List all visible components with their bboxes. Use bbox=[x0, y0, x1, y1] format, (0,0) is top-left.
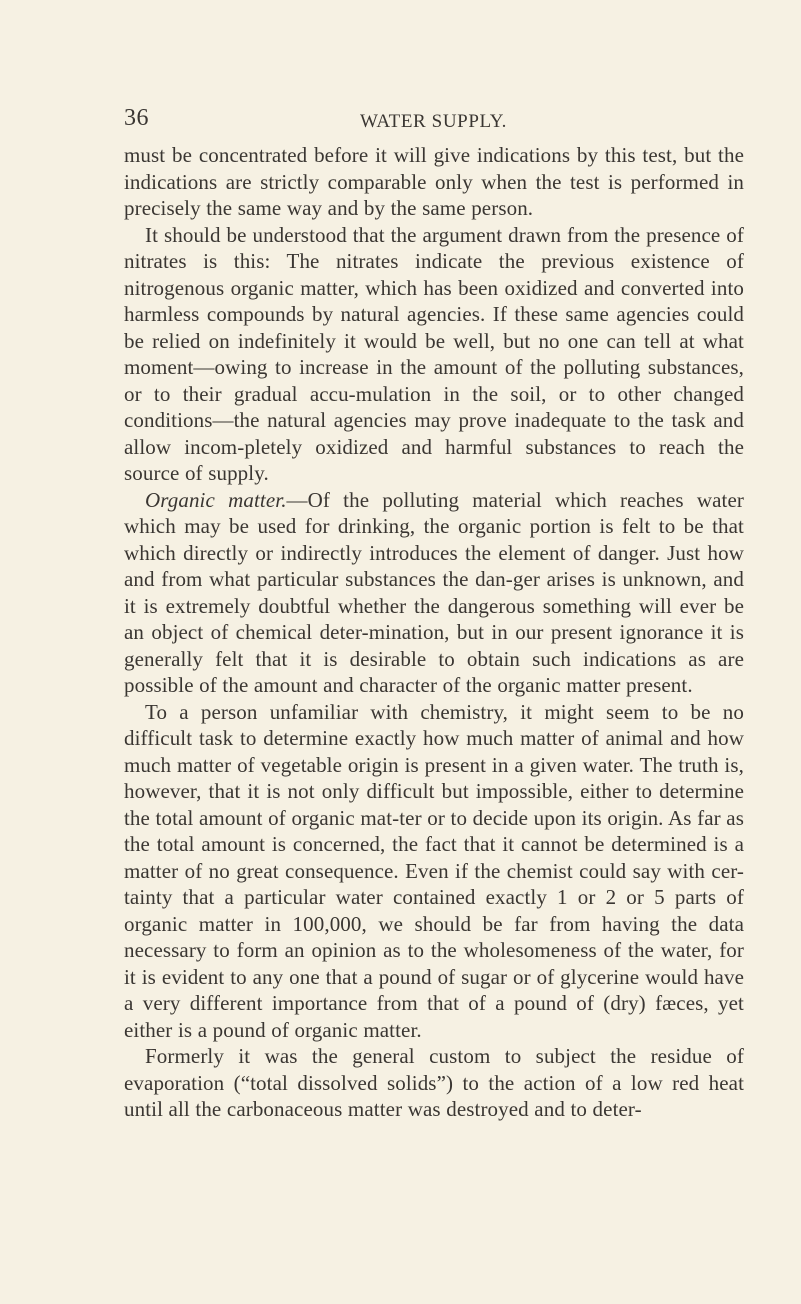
page-header bbox=[124, 105, 760, 137]
paragraph-chemistry-difficulty: To a person unfamiliar with chemistry, it might seem to be no difficult task to determine exactly how much matter of animal and how much matter of vegetable origin is present in a given water. The truth is, however, that it is not only difficult but impossible, either to determine the total amount of organic mat-ter or to decide upon its origin. As far as the total amount is concerned, the fact that it cannot be determined is a matter of no great consequence. Even if the chemist could say with cer-tainty that a particular water contained exactly 1 or 2 or 5 parts of organic matter in 100,000, we should be far from having the data necessary to form an opinion as to the wholesomeness of the water, for it is evident to any one that a pound of sugar or of glycerine would have a very different importance from that of a pound of (dry) fæces, yet either is a pound of organic matter. bbox=[124, 699, 744, 1042]
paragraph-evaporation-custom: Formerly it was the general custom to subject the residue of evaporation (“total dissolved solids”) to the action of a low red heat until all the carbonaceous matter was destroyed and to deter- bbox=[124, 1044, 744, 1121]
paragraph-organic-matter bbox=[124, 487, 744, 699]
paragraph-nitrates-argument: It should be understood that the argument drawn from the presence of nitrates is this: The nitrates indicate the previous existence of nitrogenous organic matter, which has been oxidized and converted into harmless compounds by natural agencies. If these same agencies could be relied on indefinitely it would be well, but no one can tell at what moment—owing to increase in the amount of the polluting substances, or to their gradual accu-mulation in the soil, or to other changed conditions—the natural agencies may prove inadequate to the task and allow incom-pletely oxidized and harmful substances to reach the source of supply. bbox=[124, 222, 744, 485]
running-title: WATER SUPPLY. bbox=[360, 111, 508, 132]
page-number: 36 bbox=[124, 105, 149, 131]
body-text bbox=[124, 142, 744, 1123]
paragraph-organic-matter-text: —Of the polluting material which reaches water which may be used for drinking, the organic portion is felt to be that which directly or indirectly introduces the element of danger. Just how and from what particular substances the dan-ger arises is unknown, and it is extremely doubtful whether the dangerous something will ever be an object of chemical deter-mination, but in our present ignorance it is generally felt that it is desirable to obtain such indications as are possible of the amount and character of the organic matter present. bbox=[124, 487, 744, 697]
paragraph-continued: must be concentrated before it will give indications by this test, but the indications are strictly comparable only when the test is performed in precisely the same way and by the same person. bbox=[124, 143, 744, 220]
section-lead-organic-matter: Organic matter. bbox=[145, 487, 287, 512]
